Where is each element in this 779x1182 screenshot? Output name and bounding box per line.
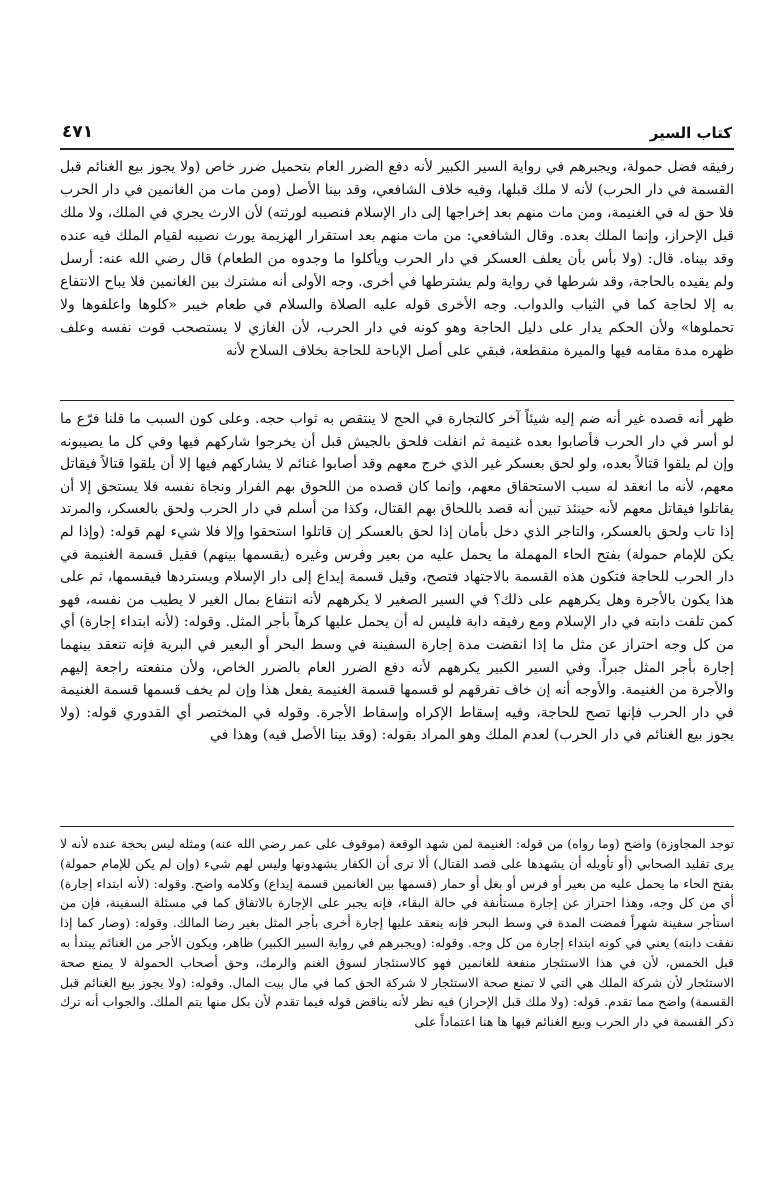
page-number: ٤٧١: [62, 122, 94, 142]
commentary-text: ظهر أنه قصده غير أنه ضم إليه شيئاً آخر كالتجارة في الحج لا ينتقص به ثواب حجه. وعلى كون السبب ما قلنا فرّع ما لو أسر في دار الحرب فأصابوا بعده غنيمة ثم انفلت فلحق بالجيش قبل أن يخرجوا شاركهم فيها وفي كل ما يصيبونه وإن لم يلقوا قتالاً بعده، ولو لحق بعسكر غير الذي خرج معهم وقد أصابوا غنائم لا يشاركهم فيها إلا أن يلقوا قتالاً فيقاتل معهم، لأنه ما انعقد له سبب الاستحقاق معهم، وإنما كان قصده من اللحوق بهم الفرار ونجاة نفسه فلا يستحق إلا أن يقاتلوا فيقاتل معهم لأنه حينئذ تبين أنه قصد باللحاق بهم القتال، وكذا من أسلم في دار الحرب ولحق بالعسكر، والمرتد إذا تاب ولحق بالعسكر، والتاجر الذي دخل بأمان إذا لحق بالعسكر إن قاتلوا استحقوا وإلا فلا شيء لهم قوله: (وإذا لم يكن للإمام حمولة) بفتح الحاء المهملة ما يحمل عليه من بعير وفرس وغيره (يقسمها بينهم) فقيل قسمة الغنيمة في دار الحرب للحاجة فتكون هذه القسمة بالاجتهاد فتصح، وقيل قسمة إيداع إلى دار الإسلام ويستردها فيقسمها، ثم على هذا يكون بالأجرة وهل يكرههم على ذلك؟ في السير الصغير لا يكرههم لأنه انتفاع بمال الغير لا يطيب من نفسه، فهو كمن تلفت دابته في دار الإسلام ومع رفيقه دابة فليس له أن يحمل عليها كرهاً بأجر المثل. وقوله: (لأنه ابتداء إجارة) أي من كل وجه احتراز عن مثل ما إذا انقضت مدة إجارة السفينة في وسط البحر أو البعير في البرية فإنه تنعقد بينهما إجارة بأجر المثل جبراً. وفي السير الكبير يكرههم لأنه دفع الضرر العام بالضرر الخاص، ولأن منفعته راجعة إليهم والأجرة من الغنيمة. والأوجه أنه إن خاف تفرقهم لو قسمها قسمة الغنيمة يفعل هذا وإن لم يخف قسمها قسمة الغنيمة في دار الحرب فإنها تصح للحاجة، وفيه إسقاط الإكراه وإسقاط الأجرة. وقوله في المختصر أي القدوري قوله: (ولا يجوز بيع الغنائم في دار الحرب) لعدم الملك وهو المراد بقوله: (وقد بينا الأصل فيه) وهذا في: [60, 411, 734, 744]
main-text-block: [60, 156, 734, 363]
running-title: كتاب السير: [649, 124, 732, 142]
main-text: رفيقه فضل حمولة، ويجبرهم في رواية السير الكبير لأنه دفع الضرر العام بتحميل ضرر خاص (ولا يجوز بيع الغنائم قبل القسمة في دار الحرب) لأنه لا ملك قبلها، وفيه خلاف الشافعي، وقد بينا الأصل (ومن مات من الغانمين في دار الحرب فلا حق له في الغنيمة، ومن مات منهم بعد إخراجها إلى دار الإسلام فنصيبه لورثته) لأن الارث يجري في الملك، ولا ملك قبل الإحراز، وإنما الملك بعده. وقال الشافعي: من مات منهم بعد استقرار الهزيمة يورث نصيبه لقيام الملك فيه عنده وقد بيناه. قال: (ولا بأس بأن يعلف العسكر في دار الحرب ويأكلوا ما وجدوه من الطعام) قال رضي الله عنه: أرسل ولم يقيده بالحاجة، وقد شرطها في رواية ولم يشترطها في أخرى. وجه الأولى أنه مشترك بين الغانمين فلا يباح الانتفاع به إلا لحاجة كما في الثياب والدواب. وجه الأخرى قوله عليه الصلاة والسلام في طعام خيبر «كلوها واعلفوها ولا تحملوها» ولأن الحكم يدار على دليل الحاجة وهو كونه في دار الحرب، لأن الغازي لا يستصحب قوت نفسه وعلف ظهره مدة مقامه فيها والميرة منقطعة، فبقي على أصل الإباحة للحاجة بخلاف السلاح لأنه: [60, 159, 734, 359]
notes-block: [60, 834, 734, 1032]
notes-text: توجد المجاوزة) واضح (وما رواه) من قوله: الغنيمة لمن شهد الوقعة (موقوف على عمر رضي الله عنه) ومثله ليس بحجة عنده لأنه لا يرى تقليد الصحابي (أو تأويله أن يشهدها على قصد القتال) ألا ترى أن الكفار يشهدونها وليس لهم شيء (وإن لم يكن للإمام حمولة) بفتح الحاء ما يحمل عليه من بعير أو فرس أو بغل أو حمار (قسمها بين الغانمين قسمة إيداع) وكلامه واضح. وقوله: (لأنه ابتداء إجارة) أي من كل وجه، وهذا احتراز عن إجارة مستأنفة في حالة البقاء، فإنه يجبر على الإجارة بالاتفاق كما في مسئلة السفينة، فإن من استأجر سفينة شهراً فمضت المدة في وسط البحر فإنه ينعقد عليها إجارة أخرى بأجر المثل بغير رضا المالك. وقوله: (وصار كما إذا نفقت دابته) يعني في كونه ابتداء إجارة من كل وجه. وقوله: (ويجبرهم في رواية السير الكبير) ظاهر، ويكون الأجر من الغنائم يبتدأ به قبل الخمس، لأن في هذا الاستئجار منفعة للغانمين فهو كالاستئجار لسوق الغنم والرمك، وحق أصحاب الحمولة لا يمنع صحة الاستئجار لأن شركة الملك هي التي لا تمنع صحة الاستئجار لا شركة الحق كما في مال بيت المال. وقوله: (ولا يجوز بيع الغنائم قبل القسمة) واضح مما تقدم. قوله: (ولا ملك قبل الإحراز) فيه نظر لأنه يناقض قوله فيما تقدم لأن بكل منها يتم الملك. والجواب أنه ترك ذكر القسمة في دار الحرب وبيع الغنائم فيها ها هنا اعتماداً على: [60, 836, 734, 1030]
page-header: [62, 118, 732, 146]
commentary-block: [60, 408, 734, 747]
commentary-notes-divider: [60, 826, 734, 827]
main-commentary-divider: [60, 400, 734, 401]
header-rule: [60, 148, 734, 150]
